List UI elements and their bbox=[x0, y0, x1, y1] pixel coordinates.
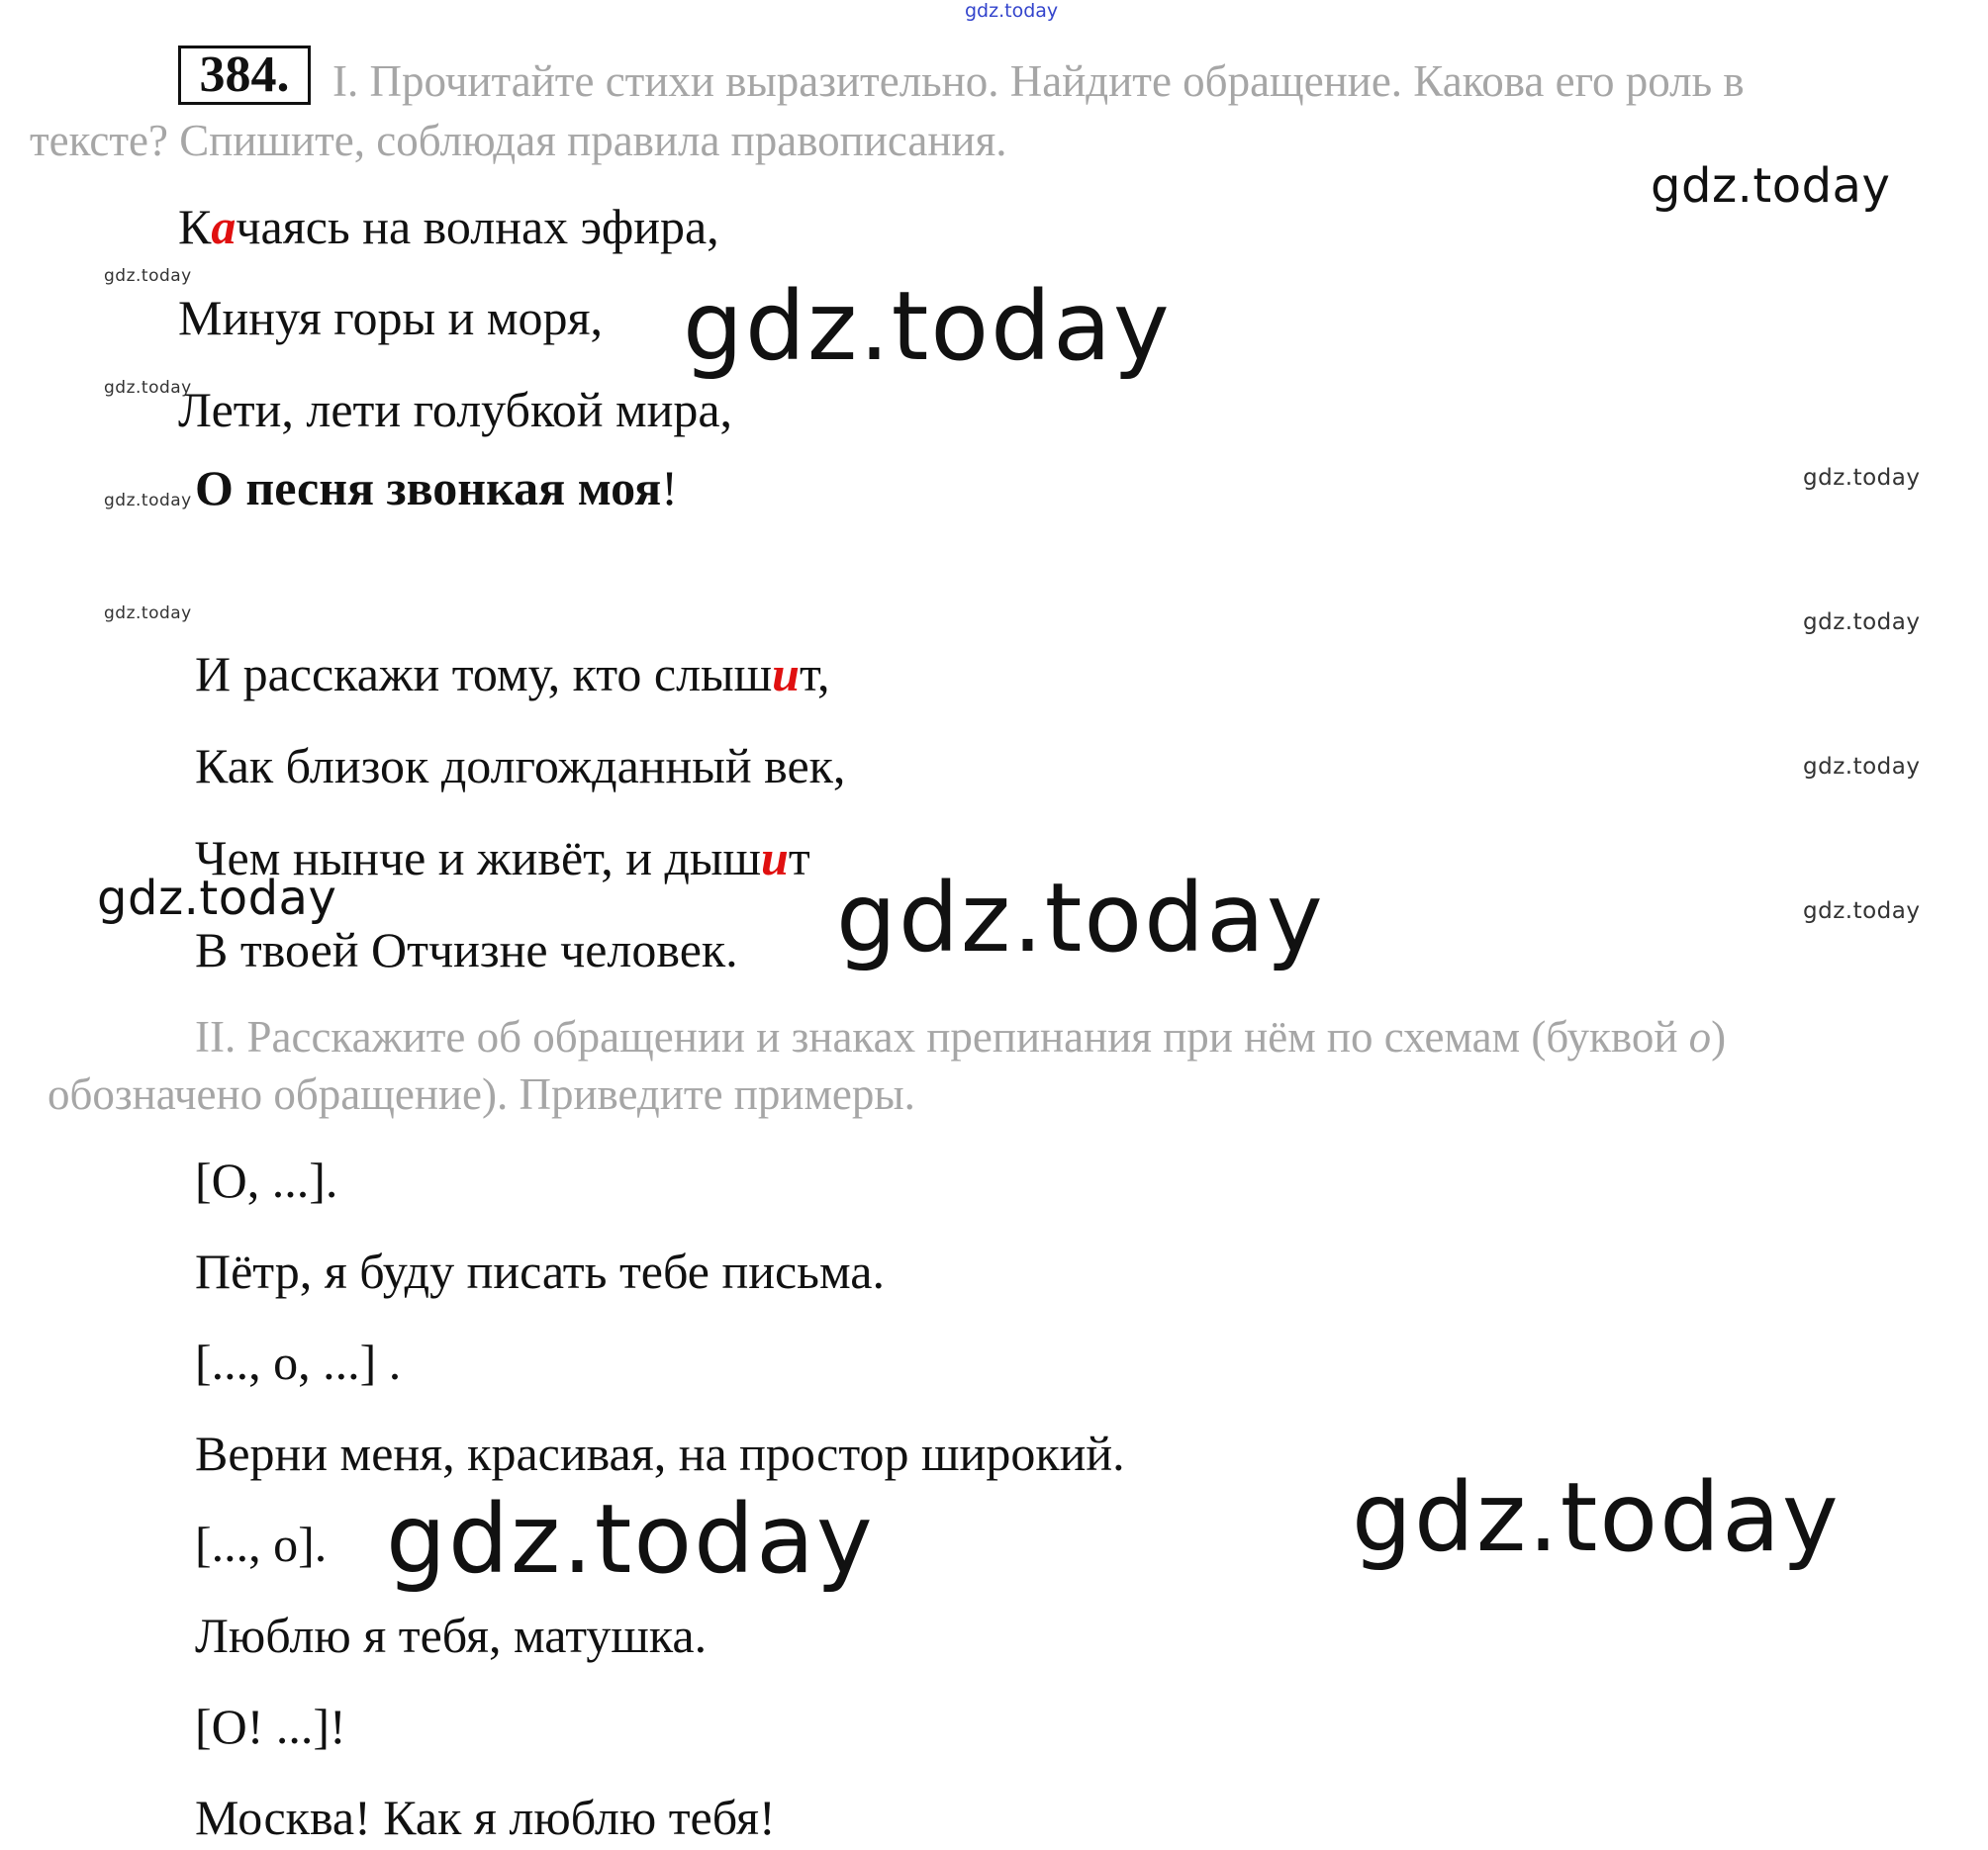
watermark: gdz.today bbox=[104, 266, 192, 286]
poem-text: ! bbox=[661, 460, 678, 515]
poem-text: т bbox=[788, 830, 810, 885]
watermark: gdz.today bbox=[104, 603, 192, 623]
example-4: Москва! Как я люблю тебя! bbox=[195, 1790, 776, 1845]
poem-text: т, bbox=[799, 646, 830, 701]
example-3: Люблю я тебя, матушка. bbox=[195, 1608, 708, 1663]
exercise-number: 384. bbox=[178, 46, 311, 105]
scheme-4: [О! ...]! bbox=[195, 1699, 346, 1754]
task2-line2: обозначено обращение). Приведите примеры. bbox=[47, 1069, 915, 1119]
watermark: gdz.today bbox=[1803, 609, 1921, 635]
task2-text: II. Расскажите об обращении и знаках препинания при нём по схемам (буквой bbox=[195, 1012, 1689, 1062]
watermark: gdz.today bbox=[1803, 898, 1921, 924]
task2-line1: II. Расскажите об обращении и знаках препинания при нём по схемам (буквой о) bbox=[195, 1012, 1727, 1062]
watermark: gdz.today bbox=[386, 1484, 875, 1595]
scheme-3: [..., о]. bbox=[195, 1517, 328, 1572]
poem-line-7 bbox=[195, 829, 810, 886]
highlighted-letter: и bbox=[772, 646, 800, 701]
watermark: gdz.today bbox=[836, 863, 1325, 973]
poem-text: Чем нынче и живёт, и дыш bbox=[195, 830, 762, 885]
poem-line-8: В твоей Отчизне человек. bbox=[195, 922, 738, 977]
poem-line-2: Минуя горы и моря, bbox=[178, 290, 603, 345]
address-phrase: О песня звонкая моя bbox=[195, 460, 662, 515]
highlighted-letter: а bbox=[211, 199, 237, 254]
watermark: gdz.today bbox=[1803, 465, 1921, 491]
watermark: gdz.today bbox=[1651, 158, 1891, 214]
poem-text: К bbox=[178, 199, 212, 254]
example-2: Верни меня, красивая, на простор широкий. bbox=[195, 1426, 1125, 1481]
watermark: gdz.today bbox=[97, 871, 337, 926]
scheme-1: [О, ...]. bbox=[195, 1153, 338, 1208]
task2-letter: о bbox=[1688, 1012, 1712, 1062]
poem-line-3: Лети, лети голубкой мира, bbox=[178, 382, 733, 437]
watermark: gdz.today bbox=[1352, 1462, 1841, 1573]
poem-text: И расскажи тому, кто слыш bbox=[195, 646, 773, 701]
task1-line1: I. Прочитайте стихи выразительно. Найдите обращение. Какова его роль в bbox=[332, 56, 1745, 106]
poem-line-6: Как близок долгожданный век, bbox=[195, 738, 846, 793]
poem-line-1 bbox=[178, 198, 719, 255]
poem-line-5 bbox=[195, 645, 830, 702]
watermark: gdz.today bbox=[683, 271, 1172, 382]
watermark: gdz.today bbox=[1803, 754, 1921, 780]
scheme-2: [..., о, ...] . bbox=[195, 1335, 402, 1390]
watermark-top: gdz.today bbox=[965, 0, 1059, 22]
poem-text: чаясь на волнах эфира, bbox=[236, 199, 719, 254]
watermark: gdz.today bbox=[104, 491, 192, 510]
highlighted-letter: и bbox=[761, 830, 789, 885]
watermark: gdz.today bbox=[104, 378, 192, 398]
poem-line-4 bbox=[195, 459, 678, 516]
example-1: Пётр, я буду писать тебе письма. bbox=[195, 1244, 885, 1299]
task1-line2: тексте? Спишите, соблюдая правила правописания. bbox=[30, 116, 1007, 165]
